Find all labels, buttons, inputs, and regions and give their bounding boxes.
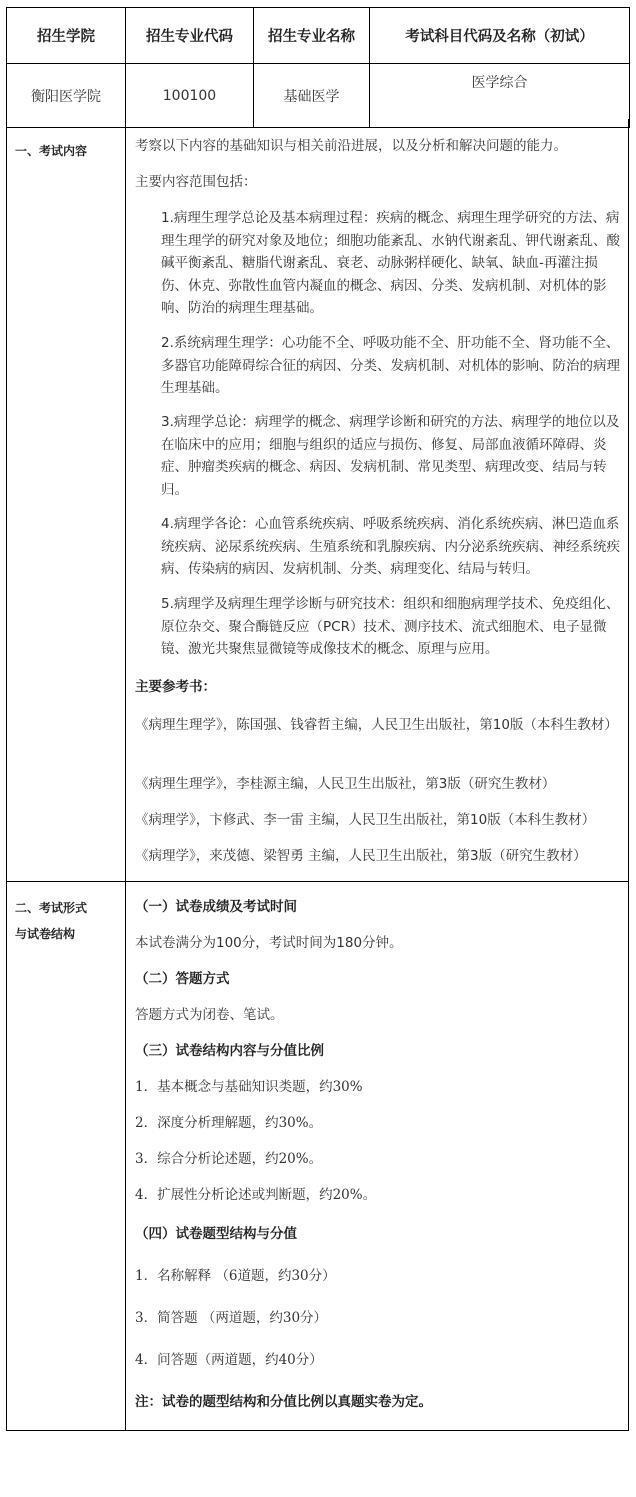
list-item: 3．综合分析论述题，约20%。 — [135, 1151, 323, 1167]
list-item: 4．问答题（两道题，约40分） — [135, 1352, 323, 1368]
list-item: 1．基本概念与基础知识类题，约30% — [135, 1079, 363, 1095]
table-row — [7, 64, 630, 128]
reference-item: 《病理学》，来茂德、梁智勇 主编，人民卫生出版社，第3版（研究生教材） — [135, 848, 587, 864]
heading-question-types: （四）试卷题型结构与分值 — [135, 1226, 297, 1242]
cell-name: 基础医学 — [254, 64, 370, 128]
heading-structure: （三）试卷结构内容与分值比例 — [135, 1043, 324, 1059]
intro-text: 考察以下内容的基础知识与相关前沿进展，以及分析和解决问题的能力。 — [135, 138, 567, 154]
list-item: 2．深度分析理解题，约30%。 — [135, 1115, 323, 1131]
reference-item: 《病理生理学》，李桂源主编，人民卫生出版社，第3版（研究生教材） — [135, 776, 556, 792]
section-exam-content — [6, 119, 629, 882]
refs-title: 主要参考书： — [135, 679, 216, 695]
answer-method-text: 答题方式为闭卷、笔试。 — [135, 1007, 284, 1023]
section-label-line2: 与试卷结构 — [15, 927, 76, 941]
cell-college: 衡阳医学院 — [7, 64, 126, 128]
note-text: 注：试卷的题型结构和分值比例以真题实卷为定。 — [135, 1394, 432, 1410]
list-item: 4．扩展性分析论述或判断题，约20%。 — [135, 1187, 377, 1203]
section-exam-format — [6, 882, 629, 1431]
list-item: 1．名称解释 （6道题，约30分） — [135, 1268, 336, 1284]
section-label — [7, 882, 126, 1430]
section-label — [7, 119, 126, 881]
cell-code: 100100 — [126, 64, 254, 128]
section-label-line1: 二、考试形式 — [15, 901, 88, 915]
table-header-row — [7, 8, 630, 64]
reference-item: 《病理生理学》，陈国强、钱睿哲主编，人民卫生出版社，第10版（本科生教材） — [135, 717, 618, 733]
list-item: 3．简答题 （两道题，约30分） — [135, 1310, 328, 1326]
reference-item: 《病理学》，卞修武、李一雷 主编，人民卫生出版社，第10版（本科生教材） — [135, 812, 596, 828]
scope-text: 主要内容范围包括： — [135, 174, 257, 190]
heading-score-time: （一）试卷成绩及考试时间 — [135, 899, 297, 915]
cell-subject: 医学综合 — [370, 64, 630, 128]
program-table — [6, 7, 630, 128]
header-name: 招生专业名称 — [254, 8, 370, 64]
list-item: 5.病理学及病理生理学诊断与研究技术：组织和细胞病理学技术、免疫组化、原位杂交、聚合酶链反应（PCR）技术、测序技术、流式细胞术、电子显微镜、激光共聚焦显微镜等成像技术的概念、原理与应用。 — [161, 596, 620, 657]
header-code: 招生专业代码 — [126, 8, 254, 64]
header-subject: 考试科目代码及名称（初试） — [370, 8, 630, 64]
heading-answer-method: （二）答题方式 — [135, 971, 230, 987]
section-label-text: 一、考试内容 — [15, 144, 88, 158]
header-college: 招生学院 — [7, 8, 126, 64]
list-item: 3.病理学总论：病理学的概念、病理学诊断和研究的方法、病理学的地位以及在临床中的应用；细胞与组织的适应与损伤、修复、局部血液循环障碍、炎症、肿瘤类疾病的概念、病因、发病机制、常见类型、病理改变、结局与转归。 — [161, 414, 620, 498]
list-item: 2.系统病理生理学：心功能不全、呼吸功能不全、肝功能不全、肾功能不全、多器官功能障碍综合征的病因、分类、发病机制、对机体的影响、防治的病理生理基础。 — [161, 335, 620, 396]
list-item: 1.病理生理学总论及基本病理过程：疾病的概念、病理生理学研究的方法、病理生理学的研究对象及地位；细胞功能紊乱、水钠代谢紊乱、钾代谢紊乱、酸碱平衡紊乱、糖脂代谢紊乱、衰老、动脉粥样硬化、缺氧、缺血-再灌注损伤、休克、弥散性血管内凝血的概念、病因、分类、发病机制、对机体的影响、防治的病理生理基础。 — [161, 210, 620, 316]
score-time-text: 本试卷满分为100分，考试时间为180分钟。 — [135, 935, 403, 951]
list-item: 4.病理学各论：心血管系统疾病、呼吸系统疾病、消化系统疾病、淋巴造血系统疾病、泌尿系统疾病、生殖系统和乳腺疾病、内分泌系统疾病、神经系统疾病、传染病的病因、发病机制、分类、病理变化、结局与转归。 — [161, 516, 620, 577]
